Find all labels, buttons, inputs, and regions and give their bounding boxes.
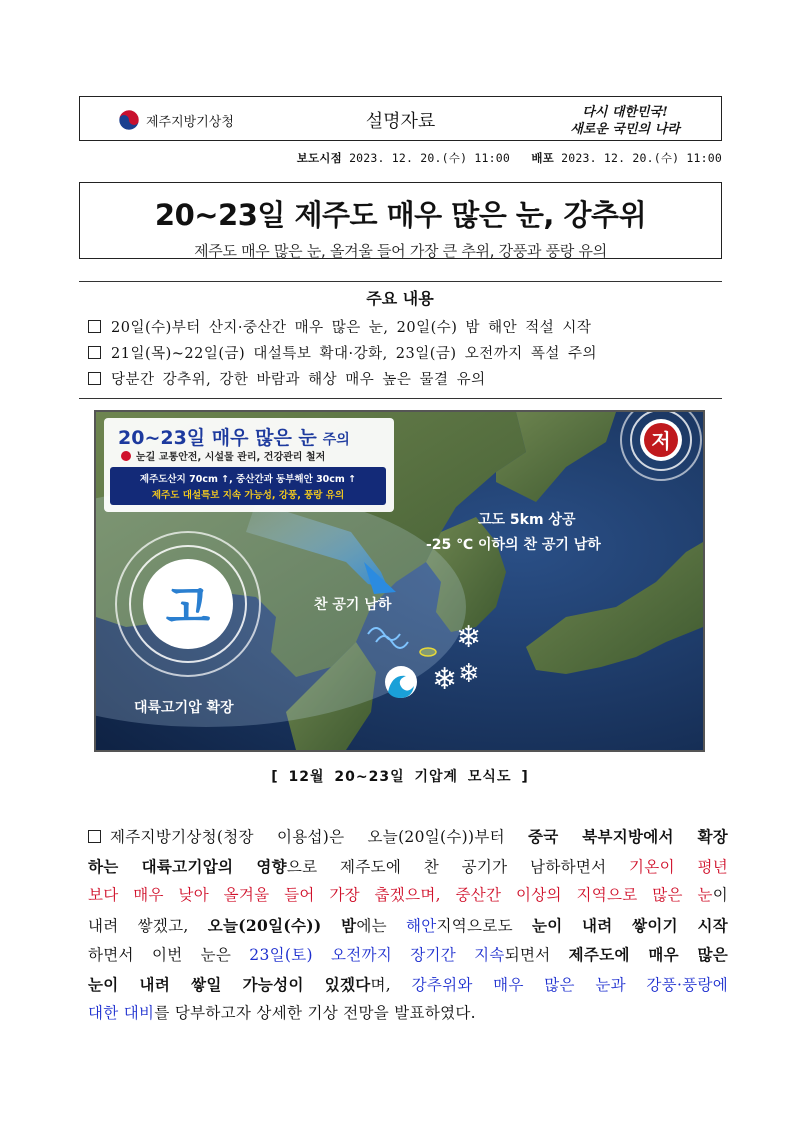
- snowflake-icon: ❄: [456, 620, 482, 655]
- body-line: [88, 881, 728, 911]
- agency-name: 제주지방기상청: [146, 114, 234, 130]
- body-segment: 대한 대비: [88, 1004, 155, 1022]
- body-paragraph: [88, 822, 728, 1029]
- body-segment: 며,: [370, 975, 412, 994]
- body-segment: 를 당부하고자 상세한 기상 전망을 발표하였다.: [154, 1004, 476, 1022]
- body-segment: 해안: [405, 916, 437, 935]
- body-segment: 오늘(20일(수)) 밤: [207, 915, 357, 935]
- sub-title: 제주도 매우 많은 눈, 올겨울 들어 가장 큰 추위, 강풍과 풍랑 유의: [194, 242, 607, 260]
- body-segment: 강추위와 매우 많은 눈과 강풍·풍랑에: [411, 975, 728, 994]
- body-segment: 되면서: [504, 946, 569, 964]
- body-segment: 기온이 평년: [629, 857, 729, 876]
- cold-air-label: 찬 공기 남하: [314, 597, 392, 613]
- banner-detail-line1: 제주도산지 70cm ↑, 중산간과 동부해안 30cm ↑: [139, 474, 357, 485]
- summary-item: [88, 313, 728, 339]
- body-segment: 지역으로도: [436, 916, 532, 935]
- summary-list: [88, 313, 728, 391]
- body-segment: 이: [712, 886, 728, 904]
- checkbox-square-icon: [88, 372, 101, 385]
- body-segment: 에는: [356, 916, 406, 935]
- body-line: [88, 852, 728, 882]
- agency-logo: [118, 109, 234, 131]
- distribution-label: 배포: [531, 151, 554, 165]
- upper-air-line2: -25 ℃ 이하의 찬 공기 남하: [426, 537, 601, 553]
- high-pressure-label: 고: [165, 580, 211, 634]
- summary-heading: 주요 내용: [366, 289, 434, 308]
- embargo-time: 2023. 12. 20.(수) 11:00: [349, 151, 510, 165]
- slogan-calligraphy: [545, 101, 705, 137]
- summary-item-text: 20일(수)부터 산지·중산간 매우 많은 눈, 20일(수) 밤 해안 적설 시작: [111, 319, 592, 336]
- body-line: [88, 822, 728, 852]
- slogan-line2: 새로운 국민의 나라: [570, 122, 680, 137]
- pressure-map: [96, 412, 703, 750]
- body-line: [88, 970, 728, 1000]
- summary-item: [88, 365, 728, 391]
- body-segment: 내려 쌓겠고,: [88, 916, 208, 935]
- body-segment: 눈이 내려 쌓일 가능성이 있겠다: [88, 974, 371, 994]
- upper-air-line1: 고도 5km 상공: [478, 512, 576, 528]
- snowflake-icon: ❄: [458, 659, 480, 689]
- summary-item: [88, 339, 728, 365]
- body-line: [88, 940, 728, 970]
- doc-type: 설명자료: [365, 111, 436, 132]
- checkbox-square-icon: [88, 346, 101, 359]
- release-info: [297, 150, 722, 166]
- siren-icon: [121, 451, 131, 461]
- banner-title: [118, 426, 350, 449]
- distribution-time: 2023. 12. 20.(수) 11:00: [561, 151, 722, 165]
- header-box: [79, 96, 722, 141]
- body-segment: 눈이 내려 쌓이기 시작: [531, 915, 729, 935]
- summary-item-text: 21일(목)~22일(금) 대설특보 확대·강화, 23일(금) 오전까지 폭설 주의: [111, 345, 597, 362]
- divider-top: [79, 281, 722, 282]
- body-segment: 으로 제주도에 찬 공기가 남하하면서: [286, 857, 630, 876]
- snowflake-icon: ❄: [432, 662, 458, 697]
- checkbox-square-icon: [88, 320, 101, 333]
- high-expansion-label: 대륙고기압 확장: [134, 700, 234, 716]
- embargo-label: 보도시점: [296, 151, 342, 165]
- body-segment: 하면서 이번 눈은: [88, 946, 250, 964]
- body-segment: 보다 매우 낮아 올겨울 들어 가장 춥겠으며, 중산간 이상의 지역으로 많은 눈: [88, 886, 713, 904]
- banner-title-main: 20~23일 매우 많은 눈: [118, 427, 317, 449]
- slogan-line1: 다시 대한민국!: [582, 105, 668, 120]
- title-box: [79, 182, 722, 259]
- body-segment: 제주지방기상청(청장 이용섭)은 오늘(20일(수))부터: [110, 828, 529, 846]
- body-segment: 제주도에 매우 많은: [568, 945, 729, 964]
- pressure-map-figure: [94, 410, 705, 752]
- body-segment: 중국 북부지방에서 확장: [528, 827, 728, 846]
- banner-detail-line2: 제주도 대설특보 지속 가능성, 강풍, 풍랑 유의: [151, 490, 345, 501]
- summary-item-text: 당분간 강추위, 강한 바람과 해상 매우 높은 물결 유의: [111, 371, 486, 388]
- main-title: 20~23일 제주도 매우 많은 눈, 강추위: [154, 198, 647, 232]
- low-pressure-label: 저: [651, 429, 671, 453]
- body-line: [88, 911, 728, 941]
- taegeuk-icon: [118, 109, 140, 131]
- banner-subtitle: 눈길 교통안전, 시설물 관리, 건강관리 철저: [136, 452, 326, 463]
- figure-caption: [ 12월 20~23일 기압계 모식도 ]: [271, 769, 529, 785]
- body-line: [88, 999, 728, 1029]
- divider-bottom: [79, 398, 722, 399]
- body-segment: 23일(토) 오전까지 장기간 지속: [249, 946, 505, 964]
- banner-title-suffix: 주의: [322, 432, 350, 448]
- body-segment: 하는 대륙고기압의 영향: [88, 856, 287, 876]
